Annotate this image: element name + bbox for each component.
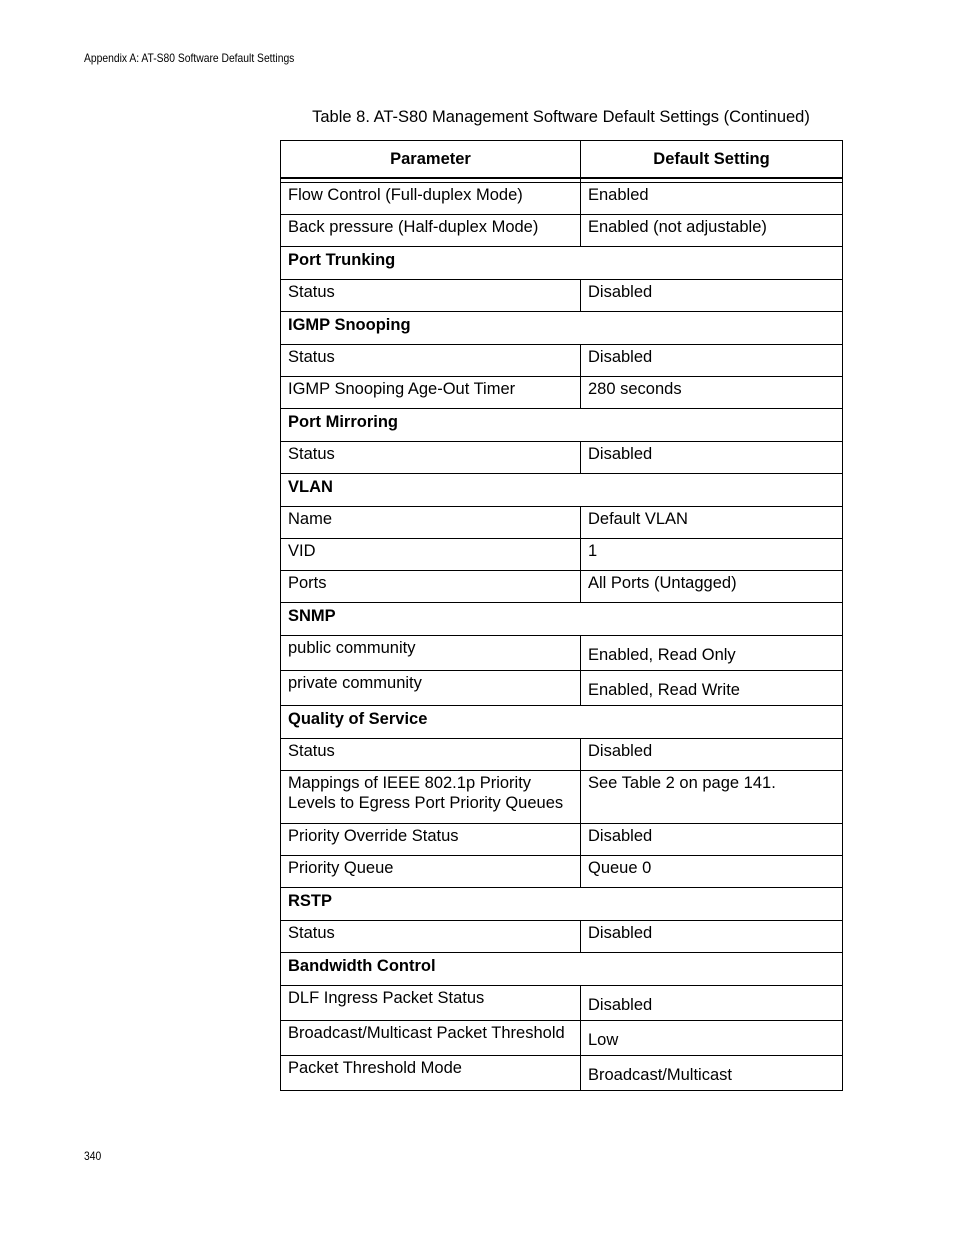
table-row — [281, 921, 843, 953]
table-row — [281, 771, 843, 824]
parameter-cell: Ports — [281, 571, 581, 603]
section-row — [281, 603, 843, 636]
parameter-cell: VID — [281, 539, 581, 571]
parameter-cell: private community — [281, 671, 581, 706]
section-row — [281, 888, 843, 921]
table-caption: Table 8. AT-S80 Management Software Default Settings (Continued) — [312, 108, 810, 126]
parameter-cell: Name — [281, 507, 581, 539]
table-row — [281, 377, 843, 409]
section-label: Bandwidth Control — [281, 953, 843, 986]
table-body — [281, 178, 843, 1091]
table-row — [281, 986, 843, 1021]
table-row — [281, 824, 843, 856]
section-row — [281, 409, 843, 442]
parameter-cell: Mappings of IEEE 802.1p Priority Levels to Egress Port Priority Queues — [281, 771, 581, 824]
default-setting-cell: Enabled, Read Write — [581, 671, 843, 706]
section-row — [281, 474, 843, 507]
default-setting-cell: Default VLAN — [581, 507, 843, 539]
parameter-cell: Broadcast/Multicast Packet Threshold — [281, 1021, 581, 1056]
section-label: VLAN — [281, 474, 843, 507]
default-setting-cell: Queue 0 — [581, 856, 843, 888]
page-number: 340 — [84, 1149, 102, 1163]
parameter-cell: public community — [281, 636, 581, 671]
table-header-row — [281, 141, 843, 179]
table-row — [281, 856, 843, 888]
parameter-cell: Status — [281, 442, 581, 474]
table-row — [281, 215, 843, 247]
table-row — [281, 1056, 843, 1091]
parameter-cell: Priority Override Status — [281, 824, 581, 856]
default-setting-cell: Enabled (not adjustable) — [581, 215, 843, 247]
section-row — [281, 312, 843, 345]
default-setting-cell: Disabled — [581, 986, 843, 1021]
default-setting-cell: Disabled — [581, 442, 843, 474]
default-setting-cell: All Ports (Untagged) — [581, 571, 843, 603]
table-row — [281, 671, 843, 706]
parameter-cell: Packet Threshold Mode — [281, 1056, 581, 1091]
table-row — [281, 1021, 843, 1056]
default-setting-cell: Disabled — [581, 739, 843, 771]
section-label: Port Trunking — [281, 247, 843, 280]
section-label: Quality of Service — [281, 706, 843, 739]
section-label: IGMP Snooping — [281, 312, 843, 345]
table-row — [281, 183, 843, 215]
table-row — [281, 507, 843, 539]
section-label: SNMP — [281, 603, 843, 636]
default-setting-cell: Disabled — [581, 280, 843, 312]
column-header-default-setting: Default Setting — [581, 141, 843, 179]
parameter-cell: Status — [281, 921, 581, 953]
parameter-cell: Status — [281, 280, 581, 312]
default-setting-cell: 1 — [581, 539, 843, 571]
default-setting-cell: Enabled, Read Only — [581, 636, 843, 671]
default-setting-cell: See Table 2 on page 141. — [581, 771, 843, 824]
default-setting-cell: Low — [581, 1021, 843, 1056]
parameter-cell: Status — [281, 345, 581, 377]
table-row — [281, 442, 843, 474]
table-row — [281, 739, 843, 771]
section-row — [281, 706, 843, 739]
running-header: Appendix A: AT-S80 Software Default Settings — [84, 51, 295, 65]
parameter-cell: DLF Ingress Packet Status — [281, 986, 581, 1021]
table-row — [281, 280, 843, 312]
table-row — [281, 571, 843, 603]
parameter-cell: IGMP Snooping Age-Out Timer — [281, 377, 581, 409]
section-row — [281, 953, 843, 986]
default-setting-cell: Enabled — [581, 183, 843, 215]
default-setting-cell: Disabled — [581, 345, 843, 377]
parameter-cell: Status — [281, 739, 581, 771]
table-row — [281, 345, 843, 377]
column-header-parameter: Parameter — [281, 141, 581, 179]
parameter-cell: Flow Control (Full-duplex Mode) — [281, 183, 581, 215]
default-setting-cell: Disabled — [581, 921, 843, 953]
table-row — [281, 539, 843, 571]
section-row — [281, 247, 843, 280]
parameter-cell: Back pressure (Half-duplex Mode) — [281, 215, 581, 247]
section-label: RSTP — [281, 888, 843, 921]
default-setting-cell: Disabled — [581, 824, 843, 856]
parameter-cell: Priority Queue — [281, 856, 581, 888]
default-setting-cell: Broadcast/Multicast — [581, 1056, 843, 1091]
default-setting-cell: 280 seconds — [581, 377, 843, 409]
table-row — [281, 636, 843, 671]
settings-table — [280, 140, 843, 1091]
section-label: Port Mirroring — [281, 409, 843, 442]
